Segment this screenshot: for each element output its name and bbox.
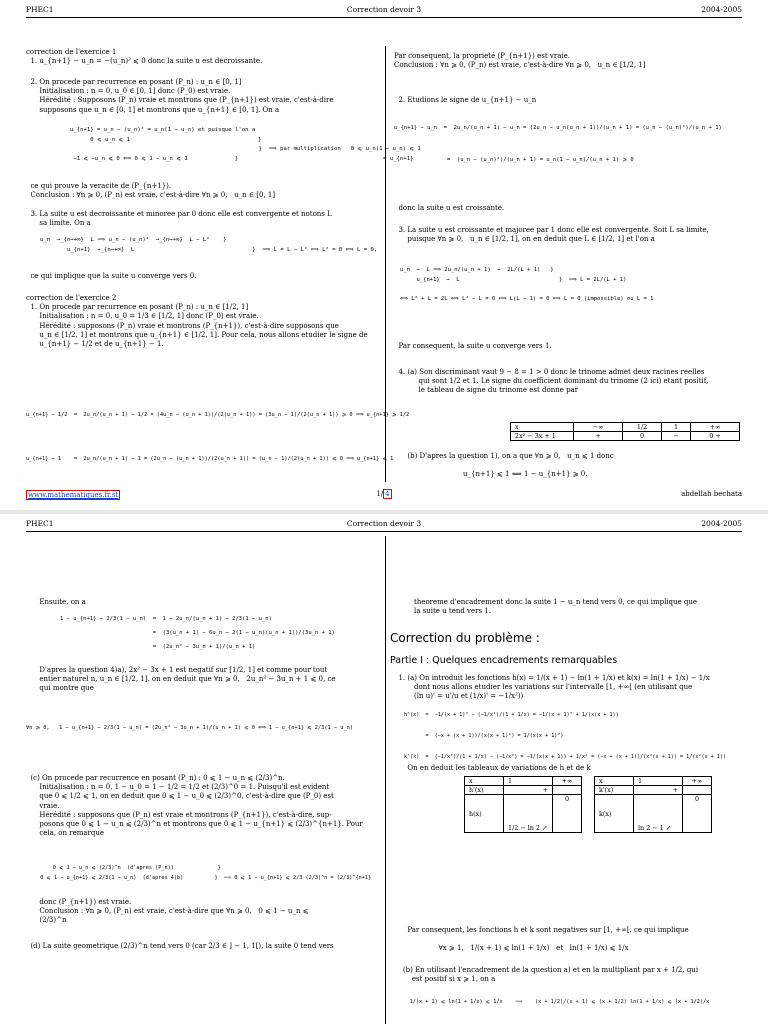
variation-table-h <box>464 776 582 833</box>
ex2-q2-math: u_{n+1} − u_n = 2u_n/(u_n + 1) − u_n = (2u_n − u_n(u_n + 1))/(u_n + 1) = (u_n − (u_n)²)/(u_n + 1) = (u_n − (u_n)²)/(u_n + 1) = u_n(1 − u_n)/(u_n + 1) ⩾ 0 <box>394 125 722 163</box>
sign-cell: 1/2 <box>623 423 662 432</box>
page-number-current: 1 <box>376 490 381 498</box>
variation-table-k <box>594 776 712 833</box>
var-cell: 0 <box>683 795 712 833</box>
sign-table-row-poly <box>511 432 740 441</box>
column-divider <box>385 536 386 1024</box>
ex2-q4c-conclusion: donc (P_{n+1}) est vraie. Conclusion : ∀n ⩾ 0, (P_n) est vraie, c'est-à-dire que ∀n ⩾ 0, 0 ⩽ 1 − u_n ⩽ (2/3)^n <box>39 898 309 925</box>
ex2-q4c-math: 0 ⩽ 1 − u_n ⩽ (2/3)^n (d'apres (P_n)) } 0 ⩽ 1 − u_{n+1} ⩽ 2/3(1 − u_n) (d'apres 4)b) } ⟹ 0 ⩽ 1 − u_{n+1} ⩽ 2/3 (2/3)^n = (2/3)^{n+1} <box>40 865 372 881</box>
var-cell: 1 <box>634 777 683 786</box>
header-title: Correction devoir 3 <box>346 519 422 528</box>
var-h-row-x <box>465 777 582 786</box>
var-cell: 0 <box>553 795 582 833</box>
var-k-min: ln 2 − 1 <box>638 824 664 832</box>
var-h-row-deriv <box>465 786 582 795</box>
sign-cell: +∞ <box>691 423 740 432</box>
increase-arrow-icon: ↗ <box>665 824 672 832</box>
ex1-q2-math: u_{n+1} = u_n − (u_n)² = u_n(1 − u_n) et puisque l'on a 0 ⩽ u_n ⩽ 1 } } ⟹ par multiplication 0 ⩽ u_n(1 − u_n) ⩽ 1 −1 ⩽ −u_n ⩽ 0 ⟺ 0 ⩽ 1 − u_n ⩽ 1 } = u_{n+1} <box>70 127 421 162</box>
sign-cell: + <box>574 432 623 441</box>
site-link[interactable]: www.mathematiques.fr.st <box>28 491 119 499</box>
var-k-row-deriv <box>595 786 712 795</box>
var-cell <box>634 795 683 833</box>
ex2-q4a: 4. (a) Son discriminant vaut 9 − 8 = 1 > 0 donc le trinome admet deux racines reelles qui sont 1/2 et 1. Le signe du coefficient dominant du trinome (2 ici) etant positif, le tableau de signe du trinome est donne par <box>398 368 709 395</box>
var-h-min: 1/2 − ln 2 <box>508 824 540 832</box>
ex2-q4b-intro: Ensuite, on a <box>26 598 86 606</box>
sign-cell: 2x² − 3x + 1 <box>511 432 574 441</box>
ex2-q3-conclusion: Par consequent, la suite u converge vers 1. <box>394 342 552 350</box>
increase-arrow-icon: ↗ <box>542 824 548 832</box>
var-cell: x <box>595 777 634 786</box>
sign-cell: 0 <box>623 432 662 441</box>
var-cell: 1 <box>504 777 553 786</box>
sign-cell: 1 <box>662 423 691 432</box>
prob-q1a-math: h'(x) = −1/(x + 1)² − (−1/x²)/(1 + 1/x) = −1/(x + 1)² + 1/(x(x + 1)) = (−x + (x + 1))/(x(x + 1)²) = 1/(x(x + 1)²) k'(x) = (−1/x²)/(1 + 1/x) − (−1/x²) = −1/(x(x + 1)) + 1/x² = (−x + (x + 1))/(x²(x + 1)) = 1/(x²(x + 1)) <box>404 712 727 760</box>
header-left: PHEC1 <box>26 5 54 14</box>
var-cell: h(x) <box>465 795 504 833</box>
ex2-q4b-math: 1 − u_{n+1} − 2/3(1 − u_n) = 1 − 2u_n/(u_n + 1) − 2/3(1 − u_n) = (3(u_n + 1) − 6u_n − 2(1 − u_n)(u_n + 1))/(3u_n + 1) = (2u_n² − 3u_n + 1)/(u_n + 1) <box>60 616 335 650</box>
ex2-q4d-end: theoreme d'encadrement donc la suite 1 − u_n tend vers 0, ce qui implique que la suite u tend vers 1. <box>414 598 698 616</box>
footer-author: abdellah bechata <box>681 490 742 498</box>
ex2-q4d: (d) La suite geometrique (2/3)^n tend vers 0 (car 2/3 ∈ ] − 1, 1[), la suite 0 tend vers <box>26 942 334 950</box>
page-total-link[interactable]: 4 <box>385 490 390 498</box>
sign-cell: x <box>511 423 574 432</box>
prob-q1a-conclusion: Par consequent, les fonctions h et k sont negatives sur [1, +∞[, ce qui implique ∀x ⩾ 1, 1/(x + 1) ⩽ ln(1 + 1/x) et ln(1 + 1/x) ⩽ 1/x <box>407 926 689 953</box>
header-rule <box>26 531 742 532</box>
ex2-q1-conclusion: Par consequent, la proprieté (P_{n+1}) est vraie. Conclusion : ∀n ⩾ 0, (P_n) est vraie, c'est-à-dire ∀n ⩾ 0, u_n ∈ [1/2, 1] <box>394 52 646 70</box>
ex2-q4c: (c) On procede par recurrence en posant (P_n) : 0 ⩽ 1 − u_n ⩽ (2/3)^n. Initialisation : n = 0, 1 − u_0 = 1 − 1/2 = 1/2 et (2/3)^0 = 1. Puisqu'il est evident que 0 ⩽ 1/2 ⩽ 1, on en deduit que 0 ⩽ 1 − u_0 ⩽ (2/3)^0, c'est-à-dire que (P_0) est vraie. Hérédité : supposons que (P_n) est vraie et montrons (P_{n+1}), c'est-à-dire, sup- posons que 0 ⩽ 1 − u_n ⩽ (2/3)^n et montrons que 0 ⩽ 1 − u_{n+1} ⩽ (2/3)^{n+1}. Pour cela, on remarque <box>30 774 363 838</box>
ex1-q3-math: u_n →_{n→+∞} L ⟹ u_n − (u_n)² →_{n→+∞} L − L² } u_{n+1} →_{n→+∞} L } ⟹ L = L − L² ⟺ L² = 0 ⟺ L = 0, <box>40 237 378 253</box>
var-cell: k(x) <box>595 795 634 833</box>
ex1-q3-conclusion: ce qui implique que la suite u converge vers 0. <box>26 272 197 280</box>
prob-q1a: 1. (a) On introduit les fonctions h(x) = 1/(x + 1) − ln(1 + 1/x) et k(x) = ln(1 + 1/x) − 1/x dont nous allons etudier les variations sur l'intervalle [1, +∞[ (en utilisant que (ln u)' = u'/u et (1/x)' = −1/x²)) <box>398 674 710 701</box>
ex1-q1: correction de l'exercice 1 1. u_{n+1} − u_n = −(u_n)² ⩽ 0 donc la suite u est decroissante. <box>26 48 263 66</box>
var-cell: x <box>465 777 504 786</box>
sign-cell <box>691 432 740 441</box>
ex2-q1: correction de l'exercice 2 1. On procede par recurrence en posant (P_n) : u_n ∈ [1/2, 1] Initialisation : n = 0, u_0 = 1/3 ∈ [1/2, 1] donc (P_0) est vraie. Hérédité : supposons (P_n) vraie et montrons (P_{n+1}), c'est-à-dire supposons que u_n ∈ [1/2, 1] et montrons que u_{n+1} ∈ [1/2, 1]. Pour cela, nous allons etudier le signe de u_{n+1} − 1/2 et de u_{n+1} − 1. <box>26 294 368 349</box>
page-number: 1/ 4 <box>376 490 390 498</box>
ex2-q1-math: u_{n+1} − 1/2 = 2u_n/(u_n + 1) − 1/2 = (4u_n − (u_n + 1))/(2(u_n + 1)) = (3u_n − 1)/(2(u_n + 1)) ⩾ 0 ⟹ u_{n+1} ⩾ 1/2 u_{n+1} − 1 = 2u_n/(u_n + 1) − 1 = (2u_n − (u_n + 1))/(2(u_n + 1)) = (u_n − 1)/(2(u_n + 1)) ⩽ 0 ⟹ u_{n+1} ⩽ 1 <box>26 412 410 462</box>
header-left: PHEC1 <box>26 519 54 528</box>
var-cell: +∞ <box>553 777 582 786</box>
var-cell: + <box>634 786 683 795</box>
ex1-q3: 3. La suite u est decroissante et minoree par 0 donc elle est convergente et notons L sa limite. On a <box>30 210 332 228</box>
sign-cell: − <box>662 432 691 441</box>
header-year: 2004-2005 <box>701 519 742 528</box>
ex2-q4b-text: D'apres la question 4)a), 2x² − 3x + 1 est negatif sur [1/2, 1] et comme pour tout entier naturel n, u_n ∈ [1/2, 1], on en deduit que ∀n ⩾ 0, 2u_n² − 3u_n + 1 ⩽ 0, ce qui montre que <box>39 666 336 693</box>
problem-title: Correction du problème : <box>390 631 540 645</box>
sign-table <box>510 422 740 441</box>
ex1-q2: 2. On procede par recurrence en posant (P_n) : u_n ∈ [0, 1] Initialisation : n = 0, u_0 ∈ [0, 1] donc (P_0) est vraie. Hérédité : Supposons (P_n) vraie et montrons que (P_{n+1}) est vraie, c'est-à-dire supposons que u_n ∈ [0, 1] et montrons que u_{n+1} ∈ [0, 1]. On a <box>30 78 334 114</box>
ex2-q2-conclusion: donc la suite u est croissante. <box>394 204 505 212</box>
var-k-row-fn <box>595 795 712 833</box>
var-cell <box>683 786 712 795</box>
prob-q1b: (b) En utilisant l'encadrement de la question a) et en la multipliant par x + 1/2, qui est positif si x ⩾ 1, on a <box>402 966 699 984</box>
prob-q1b-math: 1/(x + 1) ⩽ ln(1 + 1/x) ⩽ 1/x ⟹ (x + 1/2)/(x + 1) ⩽ (x + 1/2) ln(1 + 1/x) ⩽ (x + 1/2)/x <box>394 999 710 1005</box>
var-cell <box>504 795 553 833</box>
document-page-2 <box>0 514 768 1024</box>
prob-q1a-tables-intro: On en deduit les tableaux de variations de h et de k <box>394 764 591 772</box>
var-h-row-fn <box>465 795 582 833</box>
ex2-q4b-result: ∀n ⩾ 0, 1 − u_{n+1} − 2/3(1 − u_n) = (2u_n² − 3u_n + 1)/(u_n + 1) ⩽ 0 ⟺ 1 − u_{n+1} ⩽ 2/3(1 − u_n) <box>26 725 354 731</box>
var-cell <box>553 786 582 795</box>
var-cell: h'(x) <box>465 786 504 795</box>
var-cell: +∞ <box>683 777 712 786</box>
ex1-q2-conclusion: ce qui prouve la veracite de (P_{n+1}). Conclusion : ∀n ⩾ 0, (P_n) est vraie, c'est-à-dire ∀n ⩾ 0, u_n ∈ [0, 1] <box>30 182 276 200</box>
var-cell: k'(x) <box>595 786 634 795</box>
var-cell: + <box>504 786 553 795</box>
header-rule <box>26 17 742 18</box>
var-k-row-x <box>595 777 712 786</box>
ex2-q3: 3. La suite u est croissante et majoree par 1 donc elle est convergente. Soit L sa limite, puisque ∀n ⩾ 0, u_n ∈ [1/2, 1], on en deduit que L ∈ [1/2, 1] et l'on a <box>398 226 709 244</box>
sign-plus: + <box>715 432 721 440</box>
document-page-1 <box>0 0 768 510</box>
sign-zero: 0 <box>709 432 714 440</box>
part1-title: Partie I : Quelques encadrements remarquables <box>390 655 618 666</box>
page-footer <box>26 490 742 502</box>
ex2-q2: 2. Etudions le signe de u_{n+1} − u_n <box>394 96 537 104</box>
header-year: 2004-2005 <box>701 5 742 14</box>
sign-cell: −∞ <box>574 423 623 432</box>
ex2-q3-math: u_n → L ⟹ 2u_n/(u_n + 1) → 2L/(L + 1) } u_{n+1} → L } ⟹ L = 2L/(L + 1) ⟺ L² + L = 2L ⟺ L² − L = 0 ⟺ L(L − 1) = 0 ⟺ L = 0 (impossible) ou L = 1 <box>400 267 654 302</box>
header-title: Correction devoir 3 <box>346 5 422 14</box>
sign-table-row-x <box>511 423 740 432</box>
ex2-q4b: (b) D'apres la question 1), on a que ∀n ⩾ 0, u_n ⩽ 1 donc u_{n+1} ⩽ 1 ⟺ 1 − u_{n+1} ⩾ 0. <box>407 452 614 479</box>
